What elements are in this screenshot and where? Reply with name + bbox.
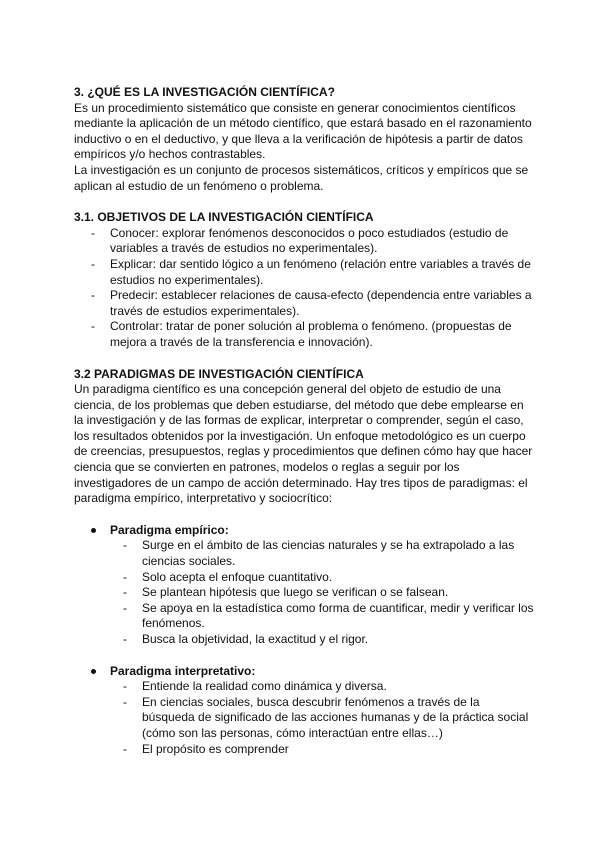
paradigm-empirico-title: Paradigma empírico: [110,522,229,537]
list-item: - Se plantean hipótesis que luego se verifican o se falsean. [123,585,534,601]
section-3-1-title: 3.1. OBJETIVOS DE LA INVESTIGACIÓN CIENTÍFICA [74,210,374,225]
paradigm-interpretativo-list [74,679,534,757]
paradigm-interpretativo-title: Paradigma interpretativo: [110,663,256,678]
section-3-paragraph-1: Es un procedimiento sistemático que consiste en generar conocimientos científicos mediante la aplicación de un método científico, que estará basado en el razonamiento inductivo o en el deductivo, y que lleva a la verificación de hipótesis a partir de datos empíricos y/o hechos contrastables. [74,100,532,162]
paradigm-interpretativo-heading [74,664,534,680]
objectives-list [74,226,534,351]
section-3-2-title: 3.2 PARADIGMAS DE INVESTIGACIÓN CIENTÍFICA [74,366,364,381]
section-3-2-paragraph: Un paradigma científico es una concepción general del objeto de estudio de una ciencia, de los problemas que deben estudiarse, del método que debe emplearse en la investigación y de las formas de explicar, interpretar o comprender, según el caso, los resultados obtenidos por la investigación. Un enfoque metodológico es un cuerpo de creencias, presupuestos, reglas y procedimientos que definen cómo hay que hacer ciencia que se convierten en patrones, modelos o reglas a seguir por los investigadores de un campo de acción determinado. Hay tres tipos de paradigmas: el paradigma empírico, interpretativo y sociocrítico: [74,382,533,506]
paradigm-empirico-heading [74,523,534,539]
document-content [74,85,534,757]
list-item: - Controlar: tratar de poner solución al problema o fenómeno. (propuestas de mejora a través de la transferencia e innovación). [91,319,534,350]
list-item: - El propósito es comprender [123,742,534,758]
bullet-icon [91,669,96,674]
list-item: - Entiende la realidad como dinámica y diversa. [123,679,534,695]
section-3-paragraph-2: La investigación es un conjunto de procesos sistemáticos, críticos y empíricos que se aplican al estudio de un fenómeno o problema. [74,162,529,193]
list-item: - Predecir: establecer relaciones de causa-efecto (dependencia entre variables a través de estudios experimentales). [91,288,534,319]
list-item: - Explicar: dar sentido lógico a un fenómeno (relación entre variables a través de estudios no experimentales). [91,257,534,288]
list-item: - Surge en el ámbito de las ciencias naturales y se ha extrapolado a las ciencias sociales. [123,538,534,569]
list-item: - En ciencias sociales, busca descubrir fenómenos a través de la búsqueda de significado de las acciones humanas y de la práctica social (cómo son las personas, cómo interactúan entre ellas…) [123,695,534,742]
list-item: - Conocer: explorar fenómenos desconocidos o poco estudiados (estudio de variables a través de estudios no experimentales). [91,226,534,257]
bullet-icon [91,528,96,533]
list-item: - Se apoya en la estadística como forma de cuantificar, medir y verificar los fenómenos. [123,601,534,632]
paradigm-empirico-list [74,538,534,647]
section-3-title: 3. ¿QUÉ ES LA INVESTIGACIÓN CIENTÍFICA? [74,85,335,99]
list-item: - Solo acepta el enfoque cuantitativo. [123,570,534,586]
list-item: - Busca la objetividad, la exactitud y el rigor. [123,632,534,648]
